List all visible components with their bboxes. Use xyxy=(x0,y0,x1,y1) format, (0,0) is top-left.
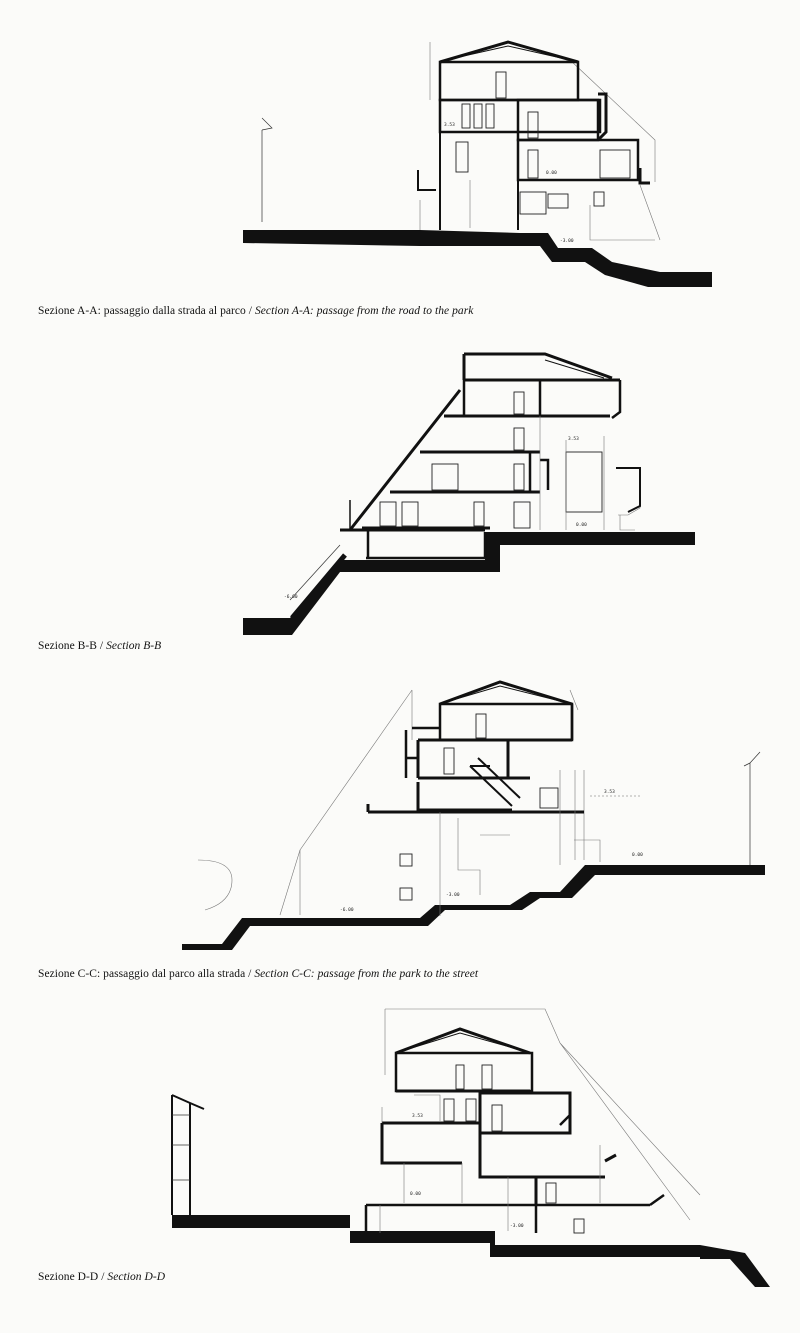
svg-text:3.53: 3.53 xyxy=(568,437,579,442)
svg-text:0.00: 0.00 xyxy=(576,523,587,528)
caption-c-c: Sezione C-C: passaggio dal parco alla strada / Section C-C: passage from the park to the street xyxy=(38,968,479,980)
caption-d-d-en: Section D-D xyxy=(107,1271,166,1283)
caption-c-c-it: Sezione C-C: passaggio dal parco alla strada xyxy=(38,968,246,980)
svg-text:0.00: 0.00 xyxy=(632,853,643,858)
section-b-b-drawing xyxy=(0,340,800,640)
section-c-c-drawing xyxy=(0,670,800,970)
section-a-a-drawing xyxy=(0,0,800,300)
section-d-d-drawing xyxy=(0,995,800,1295)
svg-text:-3.00: -3.00 xyxy=(560,239,574,244)
section-d-d xyxy=(0,995,800,1333)
caption-a-a: Sezione A-A: passaggio dalla strada al parco / Section A-A: passage from the road to the park xyxy=(38,305,474,317)
caption-b-b-it: Sezione B-B xyxy=(38,640,97,652)
svg-text:3.53: 3.53 xyxy=(412,1114,423,1119)
caption-a-a-it: Sezione A-A: passaggio dalla strada al parco xyxy=(38,305,246,317)
caption-a-a-en: Section A-A: passage from the road to the park xyxy=(254,305,474,317)
svg-text:-6.00: -6.00 xyxy=(340,908,354,913)
ground-slab xyxy=(243,230,712,287)
caption-c-c-en: Section C-C: passage from the park to the street xyxy=(254,968,479,980)
svg-text:-3.00: -3.00 xyxy=(510,1224,524,1229)
svg-text:0.00: 0.00 xyxy=(546,171,557,176)
caption-b-b-en: Section B-B xyxy=(106,640,162,652)
caption-d-d-it: Sezione D-D xyxy=(38,1271,99,1283)
svg-text:-6.00: -6.00 xyxy=(284,595,298,600)
ground-slab xyxy=(172,1215,770,1287)
svg-text:-3.00: -3.00 xyxy=(446,893,460,898)
section-b-b xyxy=(0,340,800,660)
svg-text:0.00: 0.00 xyxy=(410,1192,421,1197)
ground-slab xyxy=(182,865,765,950)
svg-text:3.53: 3.53 xyxy=(604,790,615,795)
section-c-c xyxy=(0,670,800,990)
ground-slab xyxy=(243,532,695,635)
section-a-a xyxy=(0,0,800,330)
caption-b-b: Sezione B-B / Section B-B xyxy=(38,640,162,652)
caption-d-d: Sezione D-D / Section D-D xyxy=(38,1271,166,1283)
svg-text:3.53: 3.53 xyxy=(444,123,455,128)
